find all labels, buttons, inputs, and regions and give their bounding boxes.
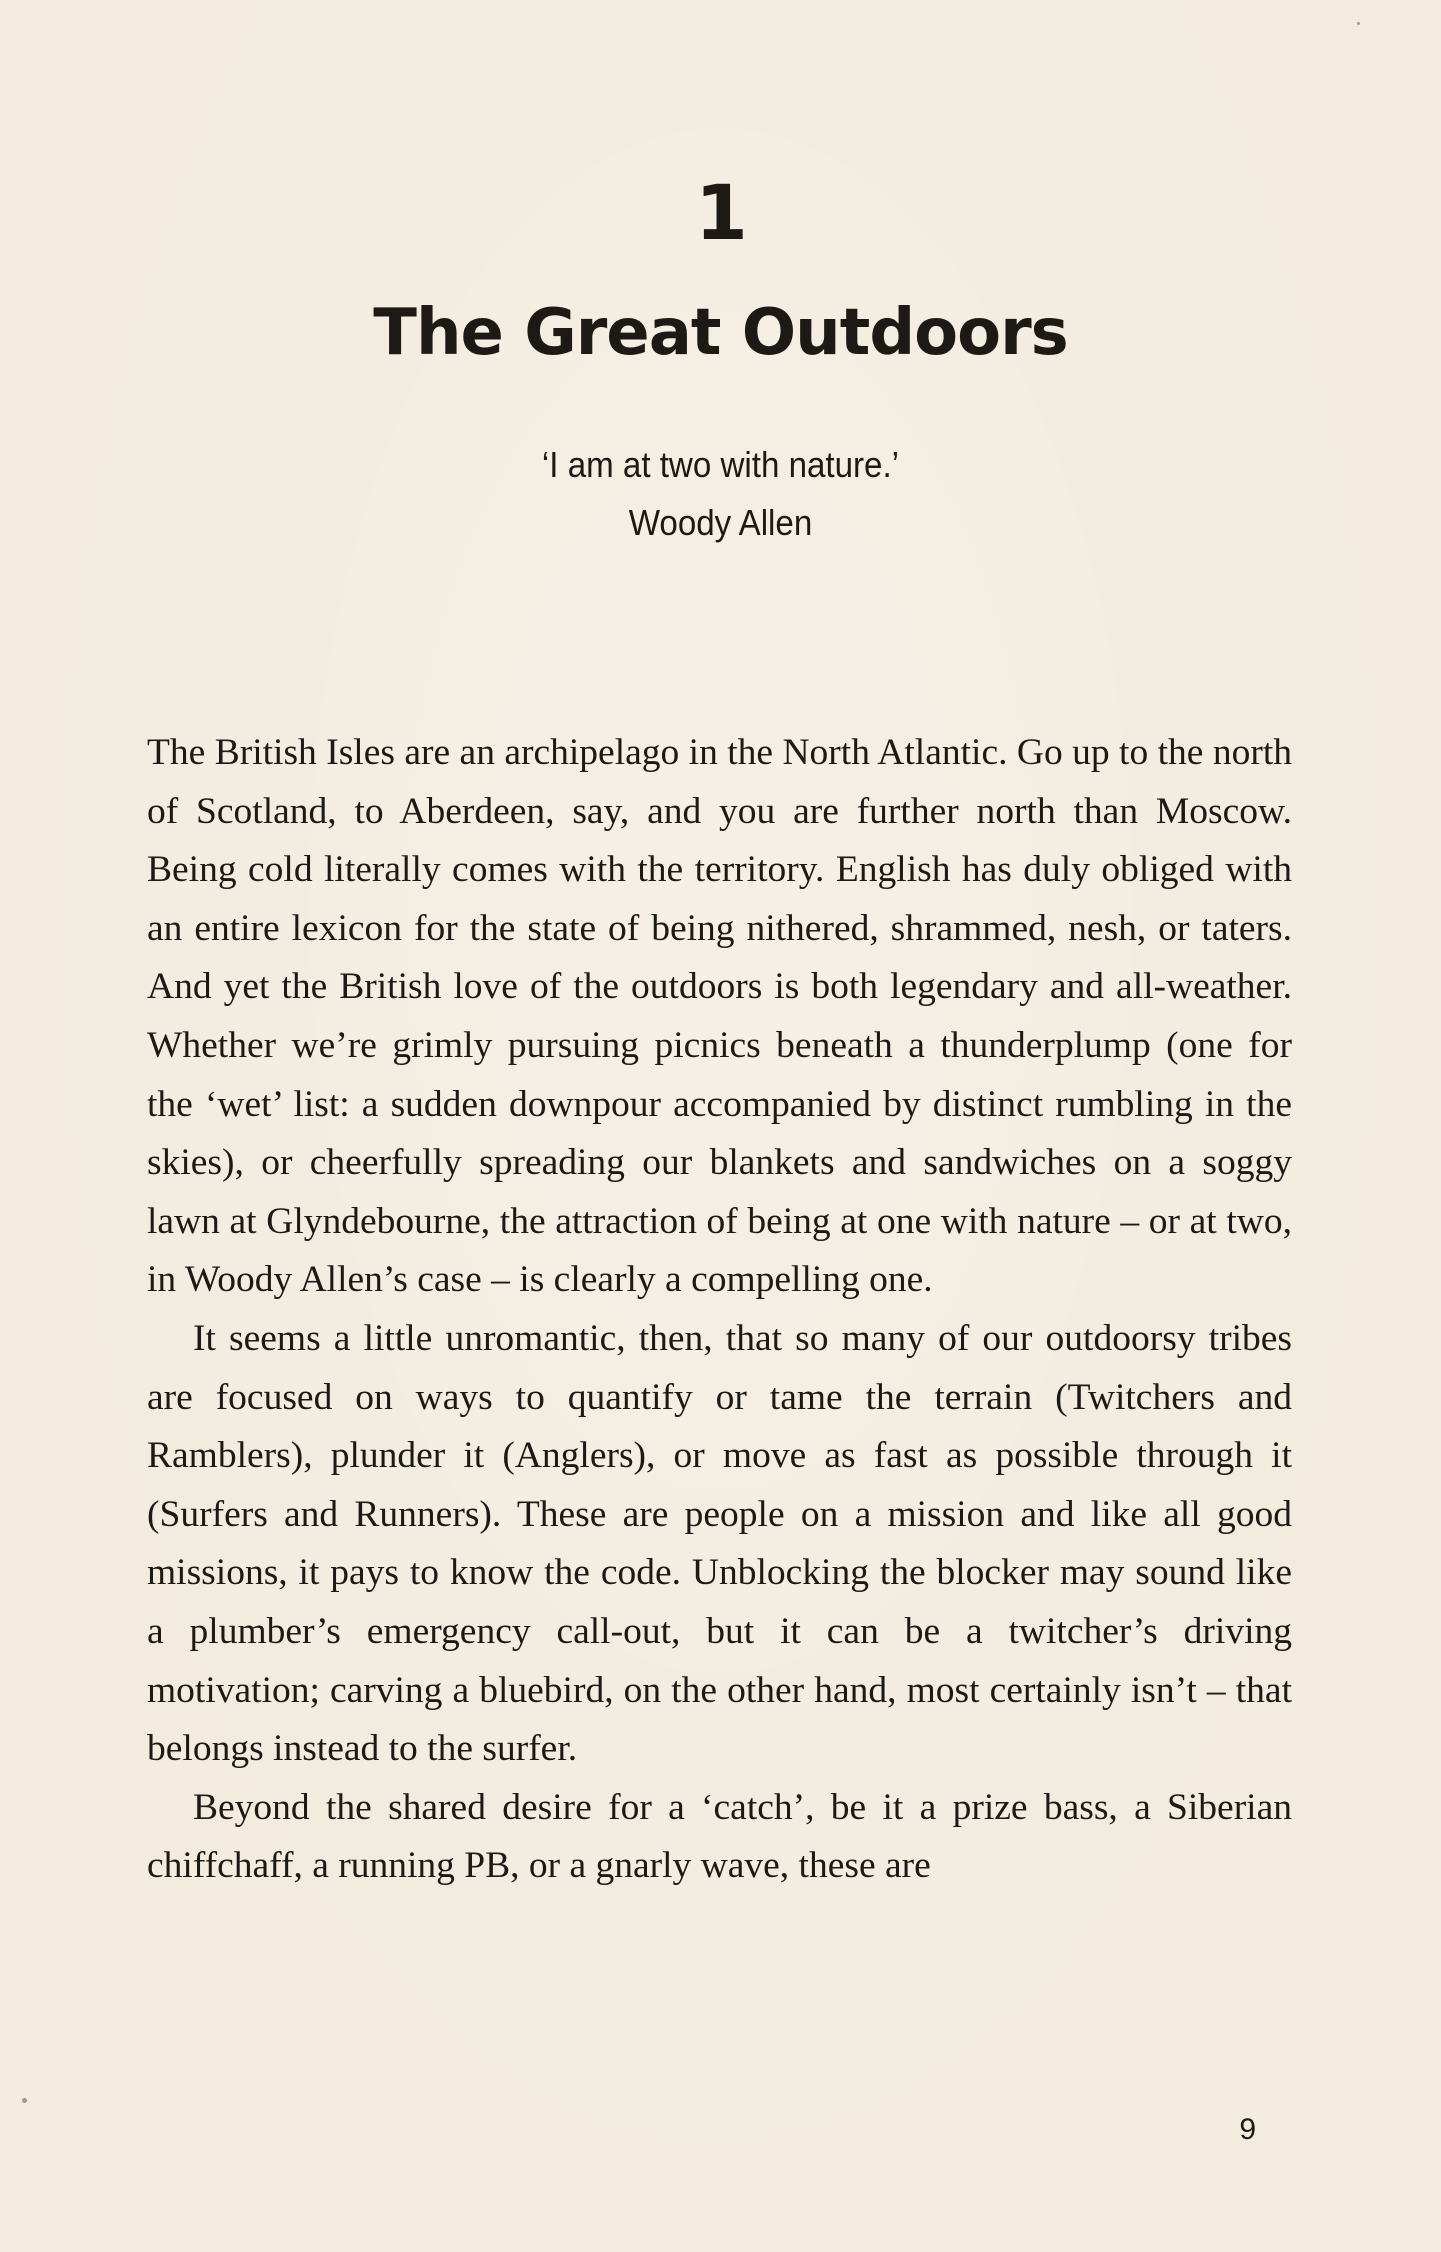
paper-speck (22, 2098, 27, 2103)
epigraph-quote: ‘I am at two with nature.’ (541, 444, 900, 485)
chapter-title: The Great Outdoors (373, 296, 1068, 370)
epigraph (58, 436, 1384, 552)
page-number: 9 (1239, 2113, 1256, 2146)
chapter-number: 1 (695, 168, 746, 257)
epigraph-attribution: Woody Allen (628, 502, 813, 543)
body-text (147, 724, 1292, 1896)
paragraph-3: Beyond the shared desire for a ‘catch’, be it a prize bass, a Siberian chiffchaff, a running PB, or a gnarly wave, these are (147, 1786, 1292, 1887)
paragraph-1: The British Isles are an archipelago in the North Atlantic. Go up to the north of Scotland, to Aberdeen, say, and you are further north than Moscow. Being cold literally comes with the territory. English has duly obliged with an entire lexicon for the state of being nithered, shrammed, nesh, or taters. And yet the British love of the outdoors is both legendary and all-weather. Whether we’re grimly pursuing picnics beneath a thunderplump (one for the ‘wet’ list: a sudden downpour accompanied by distinct rumbling in the skies), or cheerfully spreading our blankets and sandwiches on a soggy lawn at Glyndebourne, the attraction of being at one with nature – or at two, in Woody Allen’s case – is clearly a compelling one. (147, 732, 1292, 1301)
paragraph-2: It seems a little unromantic, then, that so many of our outdoorsy tribes are focused on ways to quantify or tame the terrain (Twitchers and Ramblers), plunder it (Anglers), or move as fast as possible through it (Surfers and Runners). These are people on a mission and like all good missions, it pays to know the code. Unblocking the blocker may sound like a plumber’s emergency call-out, but it can be a twitcher’s driving motivation; carving a bluebird, on the other hand, most certainly isn’t – that belongs instead to the surfer. (147, 1317, 1292, 1770)
paper-speck (1357, 22, 1360, 25)
